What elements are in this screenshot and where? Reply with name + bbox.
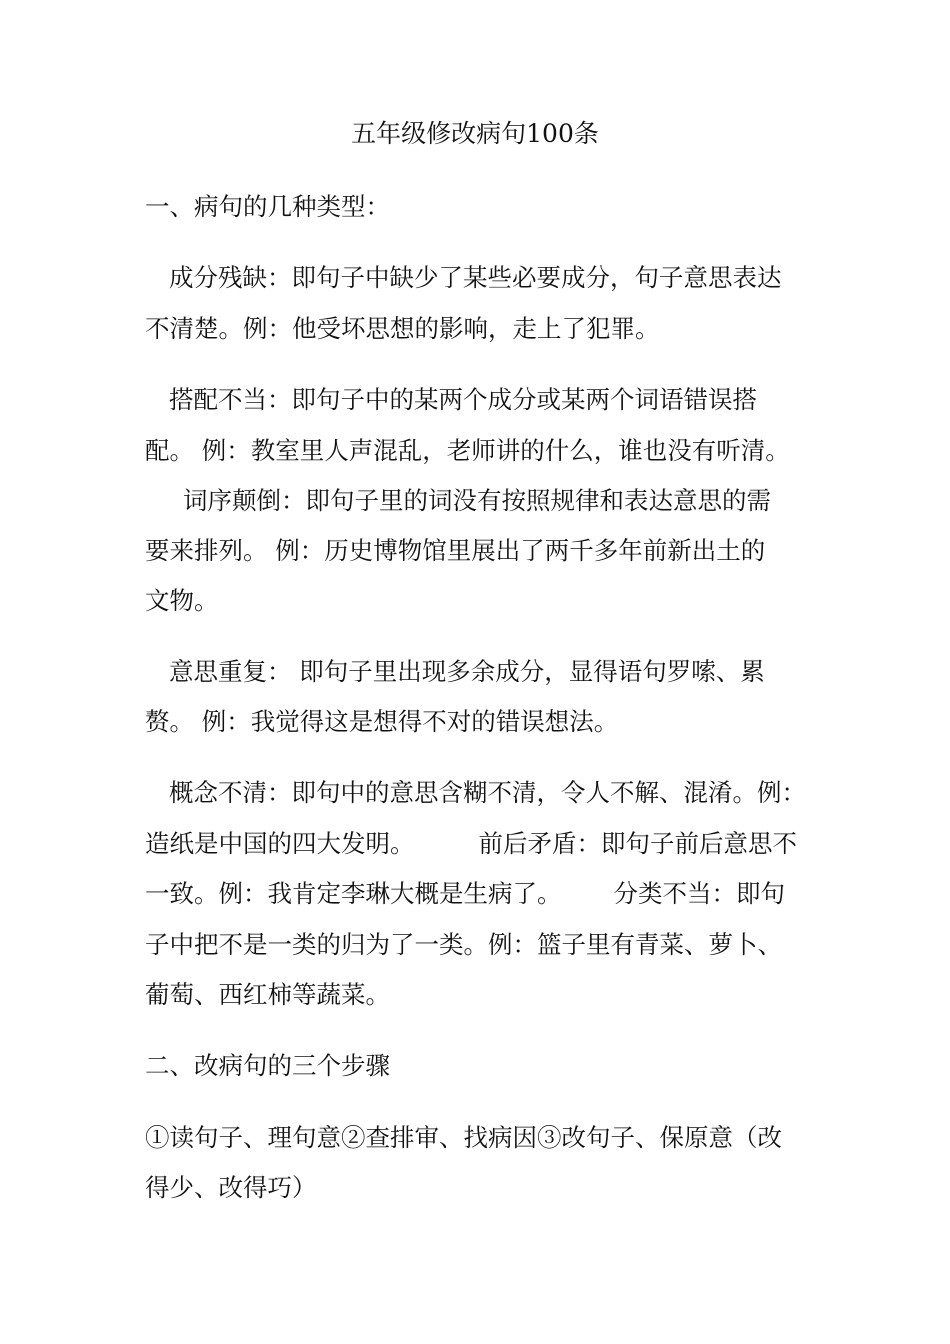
paragraph-line (145, 824, 825, 864)
paragraph-line: 得少、改得巧） (145, 1173, 317, 1202)
paragraph-line: 概念不清：即句中的意思含糊不清，令人不解、混淆。例： (169, 778, 806, 807)
paragraph-line: ①读句子、理句意②查排审、找病因③改句子、保原意（改 (145, 1123, 782, 1152)
paragraph-line: 词序颠倒：即句子里的词没有按照规律和表达意思的需 (183, 486, 771, 515)
paragraph-segment: 造纸是中国的四大发明。 (145, 829, 415, 858)
paragraph-line: 文物。 (145, 586, 219, 615)
paragraph-line: 搭配不当：即句子中的某两个成分或某两个词语错误搭 (169, 385, 757, 414)
paragraph-line: 葡萄、西红柿等蔬菜。 (145, 980, 390, 1009)
paragraph-line: 不清楚。例：他受坏思想的影响，走上了犯罪。 (145, 314, 660, 343)
paragraph-line: 要来排列。 例：历史博物馆里展出了两千多年前新出土的 (145, 536, 766, 565)
paragraph-line: 配。 例：教室里人声混乱，老师讲的什么，谁也没有听清。 (145, 436, 790, 465)
document-title: 五年级修改病句100条 (351, 119, 599, 148)
paragraph-line: 子中把不是一类的归为了一类。例：篮子里有青菜、萝卜、 (145, 930, 782, 959)
section-heading-types: 一、病句的几种类型： (145, 192, 390, 221)
paragraph-line (145, 874, 825, 914)
paragraph-segment: 前后矛盾：即句子前后意思不 (478, 829, 797, 858)
paragraph-segment: 分类不当：即句 (613, 879, 785, 908)
paragraph-line: 成分残缺：即句子中缺少了某些必要成分，句子意思表达 (169, 263, 782, 292)
paragraph-segment: 一致。例：我肯定李琳大概是生病了。 (145, 879, 562, 908)
paragraph-line: 赘。 例：我觉得这是想得不对的错误想法。 (145, 707, 619, 736)
section-heading-steps: 二、改病句的三个步骤 (145, 1051, 390, 1080)
paragraph-line: 意思重复： 即句子里出现多余成分，显得语句罗嗦、累 (169, 657, 765, 686)
